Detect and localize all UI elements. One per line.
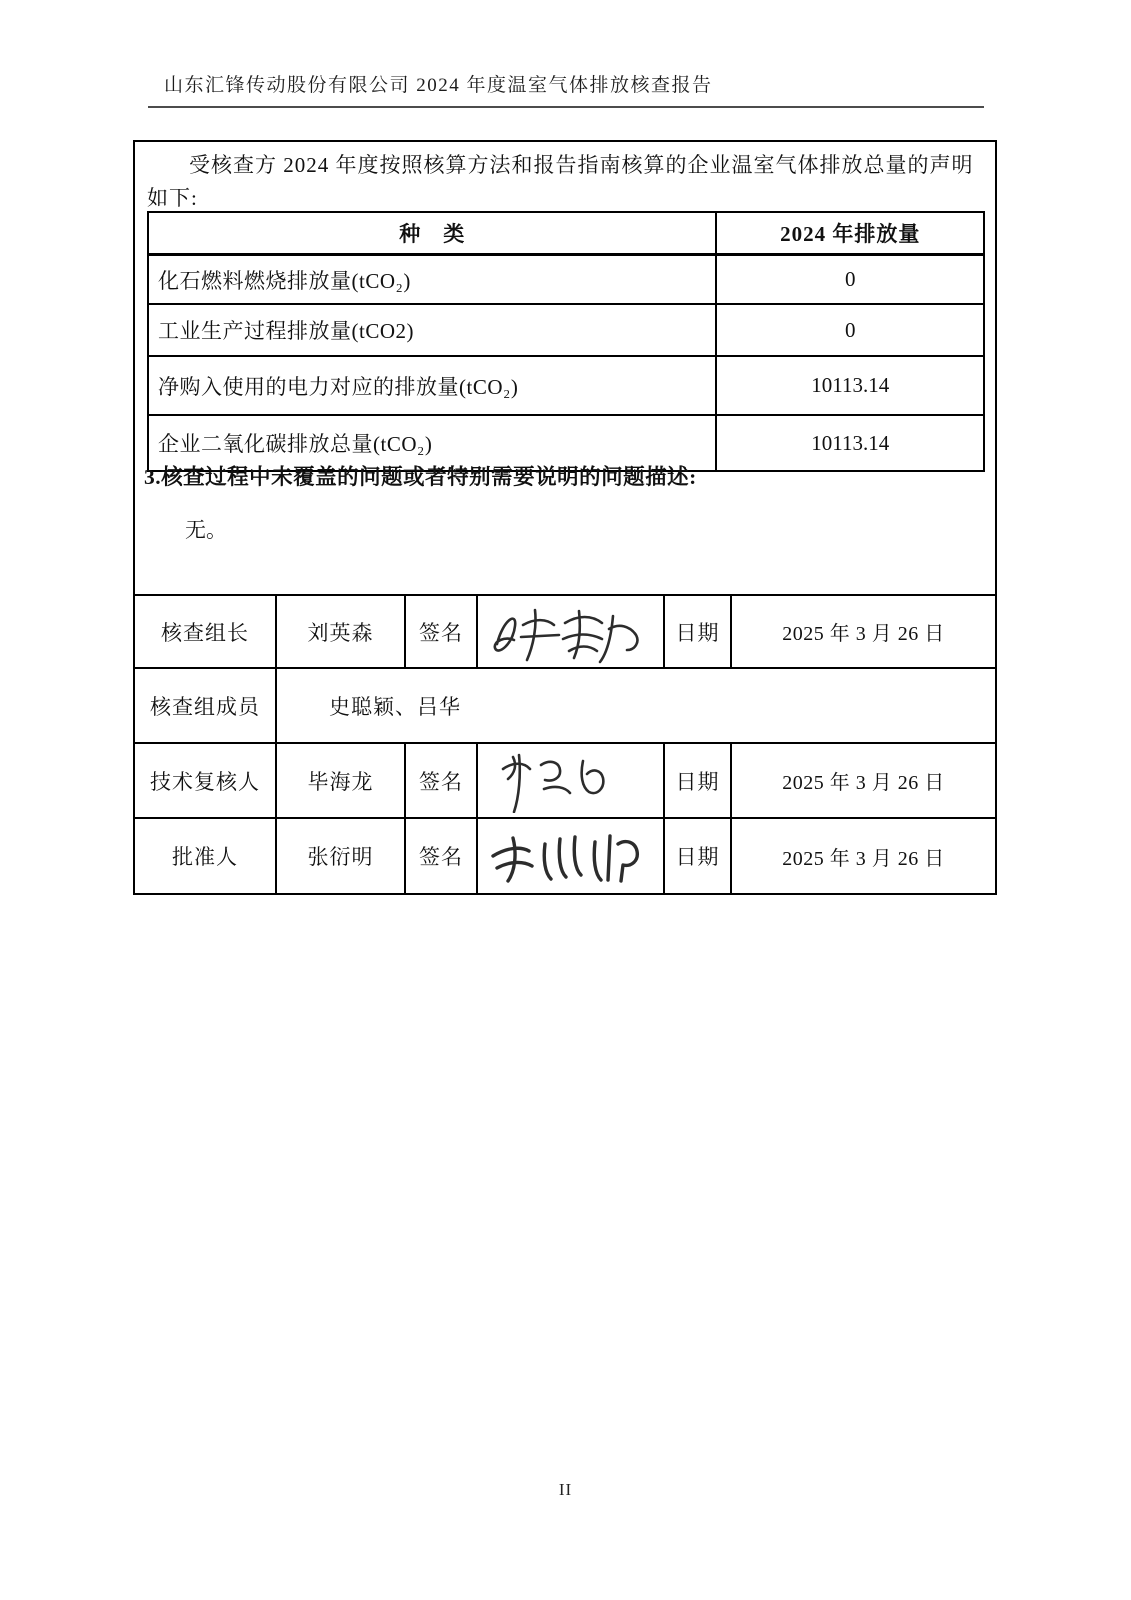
signature-label: 签名 — [405, 743, 477, 818]
date-value: 2025 年 3 月 26 日 — [731, 818, 996, 894]
emissions-table — [147, 211, 985, 472]
section-3-heading: 3.核查过程中未覆盖的问题或者特别需要说明的问题描述: — [144, 465, 697, 489]
page-footer — [0, 1480, 1131, 1500]
document-title: 山东汇锋传动股份有限公司 2024 年度温室气体排放核查报告 — [164, 75, 713, 96]
handwritten-signature-bi-hailong — [483, 749, 659, 813]
date-value: 2025 年 3 月 26 日 — [731, 595, 996, 668]
table-row-industrial-process — [148, 304, 984, 356]
signature-cell — [477, 595, 664, 668]
signoff-row-approver — [134, 818, 996, 894]
table-row-fossil-fuel — [148, 255, 984, 305]
column-header-2024-emissions: 2024 年排放量 — [716, 212, 984, 255]
date-label: 日期 — [664, 818, 731, 894]
emission-category: 工业生产过程排放量(tCO2) — [148, 304, 716, 356]
role-label: 核查组长 — [134, 595, 276, 668]
signature-cell — [477, 743, 664, 818]
emission-value: 10113.14 — [716, 356, 984, 415]
signoff-row-technical-reviewer — [134, 743, 996, 818]
handwritten-signature-zhang-yanming — [483, 824, 659, 888]
person-name: 张衍明 — [276, 818, 405, 894]
handwritten-signature-liu-yingsen — [483, 600, 659, 664]
emission-value: 10113.14 — [716, 415, 984, 471]
signoff-table — [133, 594, 997, 895]
emission-value: 0 — [716, 304, 984, 356]
table-row-purchased-electricity — [148, 356, 984, 415]
signature-label: 签名 — [405, 595, 477, 668]
emissions-header-row — [148, 212, 984, 255]
statement-box — [133, 140, 997, 895]
person-name: 毕海龙 — [276, 743, 405, 818]
emission-category: 净购入使用的电力对应的排放量(tCO₂) — [148, 356, 716, 415]
date-label: 日期 — [664, 595, 731, 668]
emission-value: 0 — [716, 255, 984, 305]
team-member-names: 史聪颖、吕华 — [276, 668, 996, 743]
signature-label: 签名 — [405, 818, 477, 894]
column-header-category: 种 类 — [148, 212, 716, 255]
statement-paragraph: 受核查方 2024 年度按照核算方法和报告指南核算的企业温室气体排放总量的声明如下: — [147, 153, 974, 210]
role-label: 技术复核人 — [134, 743, 276, 818]
emission-category: 企业二氧化碳排放总量(tCO₂) — [148, 415, 716, 471]
section-3-body: 无。 — [185, 518, 227, 542]
page-number: II — [558, 1480, 573, 1499]
role-label: 批准人 — [134, 818, 276, 894]
emission-category: 化石燃料燃烧排放量(tCO₂) — [148, 255, 716, 305]
page-header — [148, 70, 984, 108]
signoff-row-team-leader — [134, 595, 996, 668]
role-label: 核查组成员 — [134, 668, 276, 743]
signoff-row-team-members — [134, 668, 996, 743]
person-name: 刘英森 — [276, 595, 405, 668]
date-label: 日期 — [664, 743, 731, 818]
signature-cell — [477, 818, 664, 894]
date-value: 2025 年 3 月 26 日 — [731, 743, 996, 818]
